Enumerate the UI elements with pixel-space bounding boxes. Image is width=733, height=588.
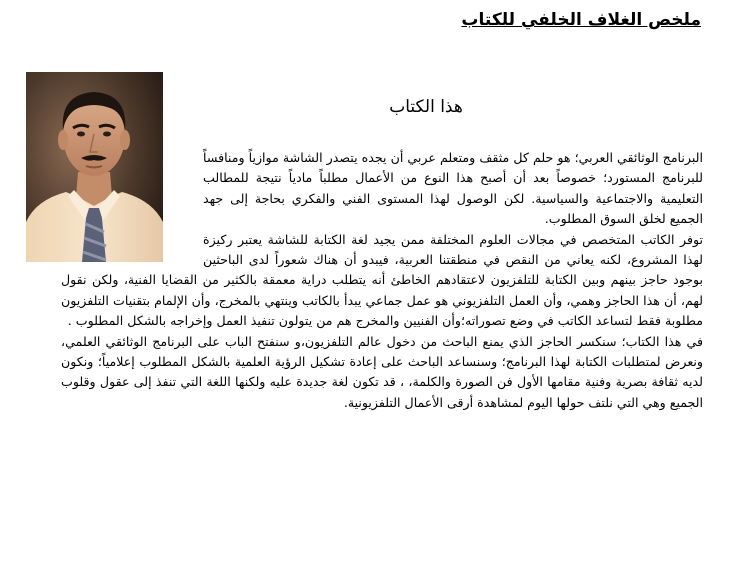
- body-text: [61, 148, 703, 413]
- section-heading: هذا الكتاب: [389, 97, 463, 117]
- paragraph: في هذا الكتاب؛ سنكسر الحاجز الذي يمنع الباحث من دخول عالم التلفزيون،و سنفتح الباب على البرنامج الوثائقي العلمي، ونعرض لمتطلبات الكتابة لهذا البرنامج؛ وسنساعد الباحث على إعادة تشكيل الرؤية العلمية بالشكل المطلوب إعلامياً؛ ونكون لديه ثقافة بصرية وفنية مقامها الأول فن الصورة والكلمة، ، قد تكون لغة جديدة عليه ولكنها اللغة التي تنفذ إلى عقول وقلوب الجميع وهي التي نلتف حولها اليوم لمشاهدة أرقى الأعمال التلفزيونية.: [61, 333, 703, 410]
- photo-wrap-spacer: [61, 148, 203, 264]
- paragraph: البرنامج الوثائقي العربي؛ هو حلم كل مثقف ومتعلم عربي أن يجده يتصدر الشاشة موازياً ومنافساً للبرنامج المستورد؛ خصوصاً بعد أن أصبح هذا النوع من الأعمال مطلباً مادياً نتيجة للمطالب التعليمية والاجتماعية والسياسية. لكن الوصول لهذا المستوى الفني والفكري بحاجة إلى جهد الجميع لخلق السوق المطلوب.: [203, 150, 703, 227]
- page-title: ملخص الغلاف الخلفي للكتاب: [461, 10, 701, 30]
- paragraph: توفر الكاتب المتخصص في مجالات العلوم المختلفة ممن يجيد لغة الكتابة للشاشة يعتبر ركيزة لهذا المشروع، لكنه يعاني من النقص في منطقتنا العربية، فيبدو أن هناك شعوراً لدى الباحثين بوجود حاجز بينهم وبين الكتابة للتلفزيون لاعتقادهم الخاطئ أنه يتطلب دراية معمقة بالكثير من القضايا الفنية، ولكن نقول لهم، أن هذا الحاجز وهمي، وأن العمل التلفزيوني هو عمل جماعي يبدأ بالكاتب وينتهي بالمخرج، وأن الإلمام بتقنيات التلفزيون مطلوبة فقط لتساعد الكاتب في وضع تصوراته؛وأن الفنيين والمخرج هم من يتولون تنفيذ العمل وإخراجه بالشكل المطلوب .: [61, 231, 703, 329]
